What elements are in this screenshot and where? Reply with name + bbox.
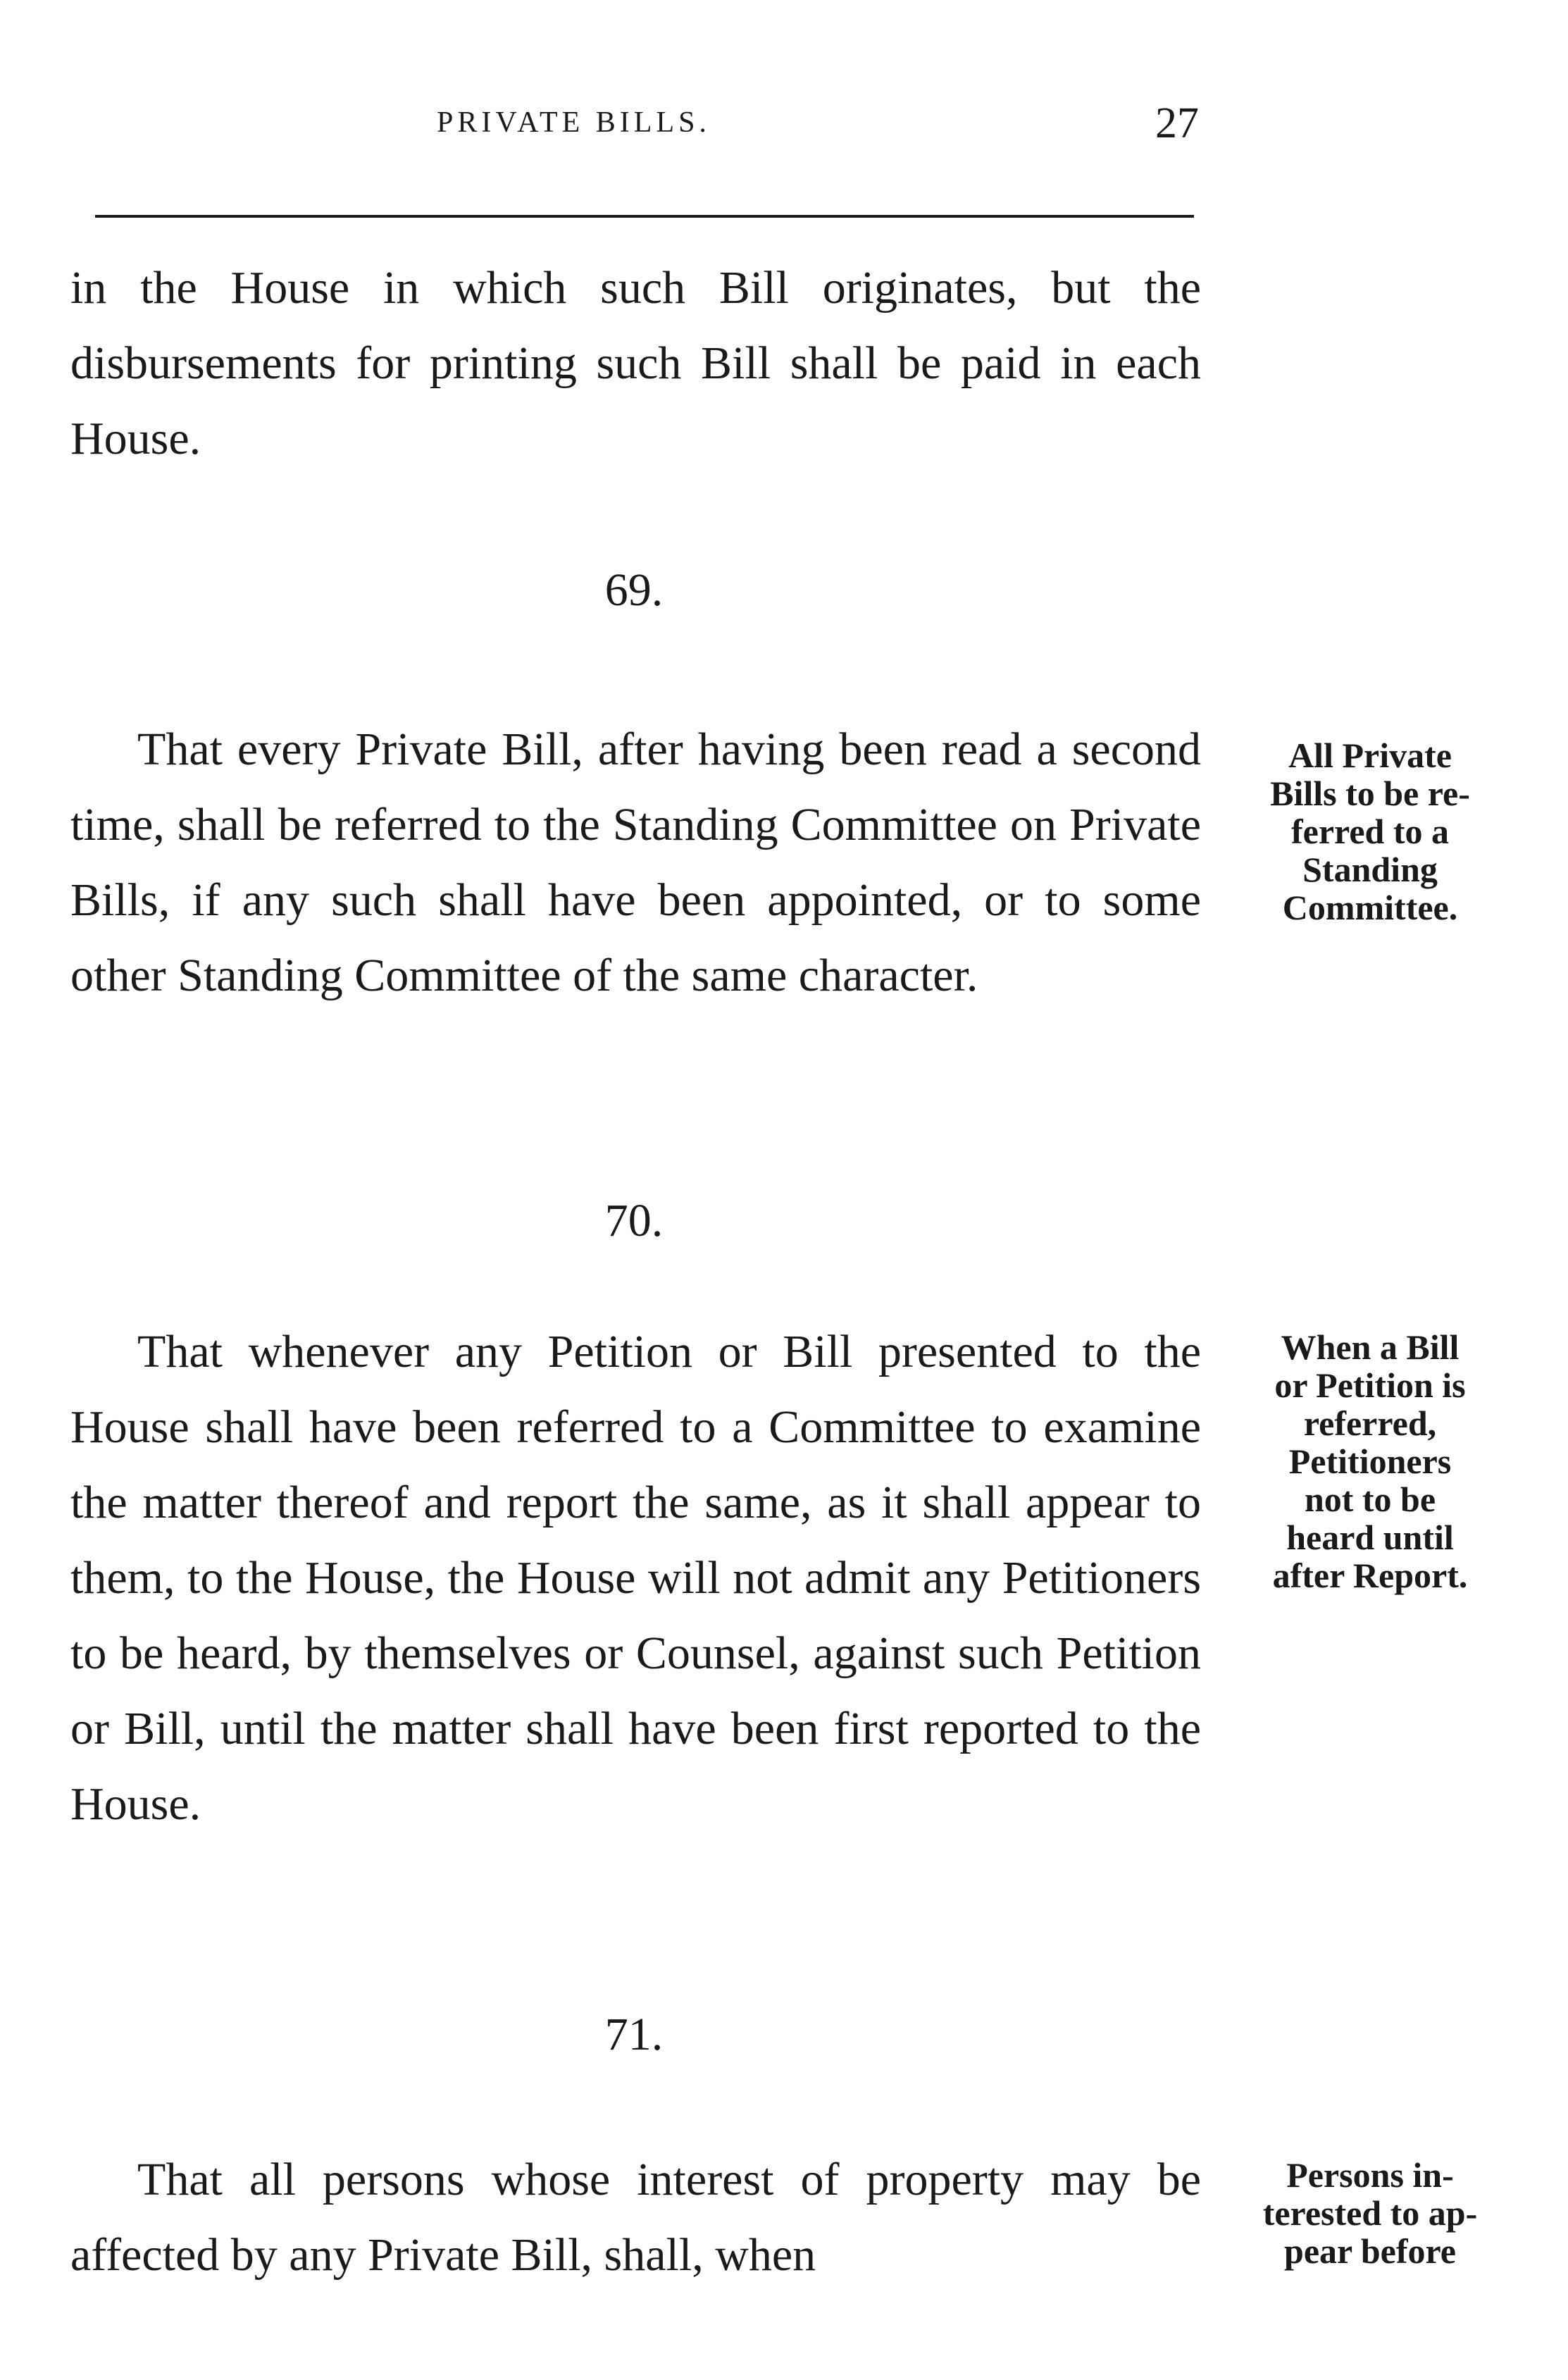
sidenote-line: Committee. xyxy=(1282,888,1458,927)
section-71-paragraph xyxy=(70,2142,1201,2293)
sidenote-line: All Private xyxy=(1288,736,1452,775)
sidenote-line: heard until xyxy=(1286,1518,1454,1557)
section-number-71: 71. xyxy=(604,2009,664,2060)
sidenote-line: ferred to a xyxy=(1291,812,1449,851)
section-70-paragraph xyxy=(70,1314,1201,1842)
continuation-text: in the House in which such Bill originates, but the disbursements for printing such Bill shall be paid in each House. xyxy=(70,262,1201,464)
sidenote-69 xyxy=(1226,736,1514,926)
sidenote-line: terested to ap- xyxy=(1262,2193,1478,2233)
header-rule xyxy=(95,215,1194,218)
sidenote-70 xyxy=(1226,1328,1514,1594)
sidenote-line: after Report. xyxy=(1272,1556,1468,1595)
sidenote-line: or Petition is xyxy=(1274,1365,1466,1405)
running-head: PRIVATE BILLS. xyxy=(437,106,711,139)
sidenote-line: Bills to be re- xyxy=(1270,774,1470,813)
sidenote-71 xyxy=(1226,2156,1514,2270)
sidenote-line: referred, xyxy=(1303,1403,1437,1443)
sidenote-line: Standing xyxy=(1302,850,1438,889)
section-69-text: That every Private Bill, after having been read a second time, shall be referred to the Standing Committee on Private Bills, if any such shall have been appointed, or to some other Standing Committee of the same character. xyxy=(70,724,1201,1001)
section-71-text: That all persons whose interest of property may be affected by any Private Bill, shall, when xyxy=(70,2154,1201,2281)
section-number-70: 70. xyxy=(604,1195,664,1246)
section-70-text: That whenever any Petition or Bill presented to the House shall have been referred to a Committee to examine the matter thereof and report the same, as it shall appear to them, to the House, the House will not admit any Petitioners to be heard, by themselves or Counsel, against such Petition or Bill, until the matter shall have been first reported to the House. xyxy=(70,1326,1201,1830)
sidenote-line: Petitioners xyxy=(1288,1442,1452,1481)
section-69-paragraph xyxy=(70,712,1201,1013)
sidenote-line: Persons in- xyxy=(1286,2155,1454,2195)
page-number: 27 xyxy=(1155,99,1199,147)
continuation-paragraph xyxy=(70,250,1201,476)
sidenote-line: When a Bill xyxy=(1281,1327,1460,1367)
section-number-69: 69. xyxy=(604,564,664,616)
sidenote-line: not to be xyxy=(1304,1480,1436,1519)
sidenote-line: pear before xyxy=(1284,2231,1456,2271)
